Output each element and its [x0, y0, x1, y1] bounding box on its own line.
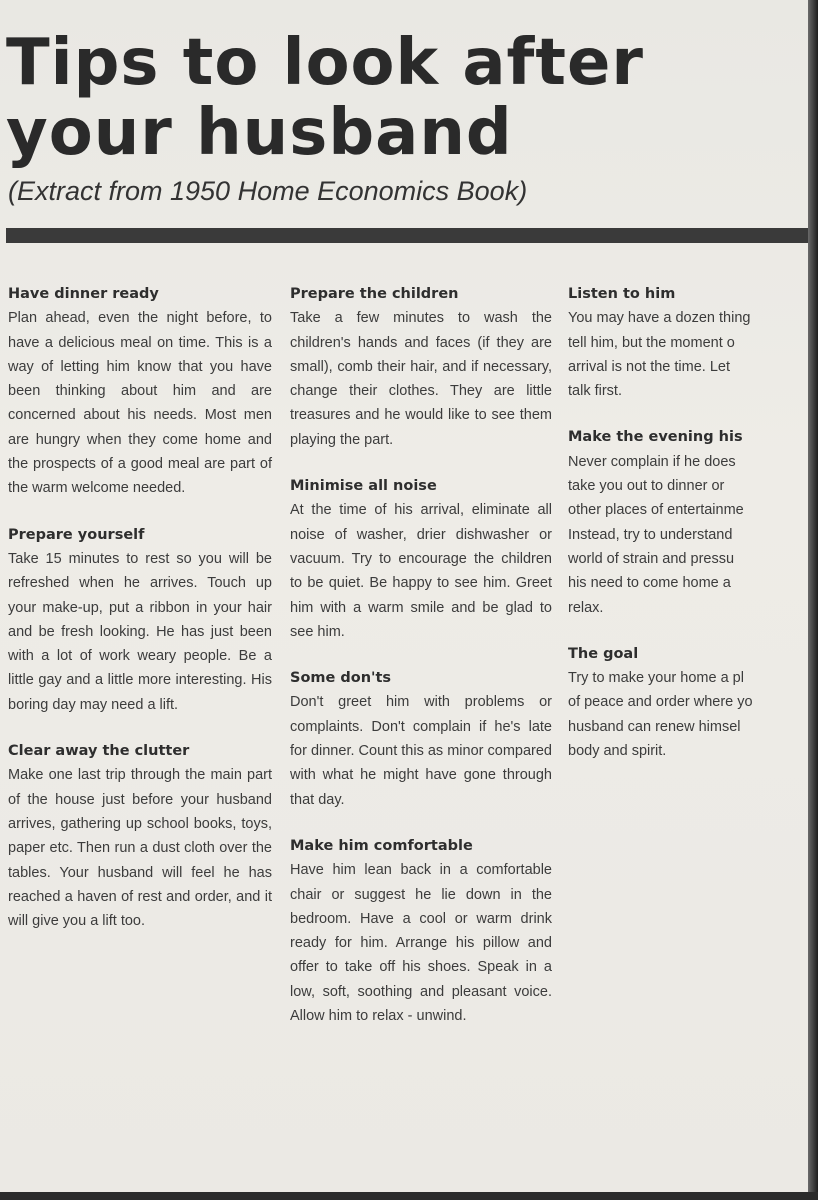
column-2: [290, 282, 552, 1050]
section-line: Try to make your home a pl: [568, 670, 744, 687]
section-line: of peace and order where yo: [568, 694, 753, 711]
section-heading: Clear away the clutter: [8, 743, 190, 760]
section-body: Make one last trip through the main part of the house just before your husband arrives, gathering up school books, toys, paper etc. Then run a dust cloth over the tables. Your husband will feel he has reached a haven of rest and order, and it will give you a lift too.: [8, 767, 272, 930]
divider-rule: [6, 228, 808, 243]
section-make-him-comfortable: [290, 834, 552, 1028]
section-some-donts: [290, 666, 552, 812]
section-body: Take 15 minutes to rest so you will be refreshed when he arrives. Touch up your make-up, put a ribbon in your hair and be fresh looking. He has just been with a lot of work weary people. Be a little gay and a little more interesting. His boring day may need a lift.: [8, 550, 272, 713]
section-line: arrival is not the time. Let: [568, 358, 730, 375]
page-bottom-shadow: [0, 1192, 818, 1200]
section-the-goal: [568, 642, 808, 763]
section-body: Don't greet him with problems or complaints. Don't complain if he's late for dinner. Count this as minor compared with what he might have gone through that day.: [290, 694, 552, 808]
section-line: take you out to dinner or: [568, 478, 725, 495]
section-line: body and spirit.: [568, 743, 667, 760]
section-heading: Have dinner ready: [8, 286, 159, 302]
section-heading: The goal: [568, 645, 639, 662]
section-line: other places of entertainme: [568, 502, 744, 519]
section-line: talk first.: [568, 383, 622, 400]
section-minimise-all-noise: [290, 474, 552, 644]
section-line: his need to come home a: [568, 575, 731, 592]
section-prepare-yourself: [8, 523, 272, 717]
section-heading: Listen to him: [568, 286, 676, 302]
section-line: husband can renew himsel: [568, 718, 741, 735]
section-heading: Some don'ts: [290, 670, 392, 687]
section-heading: Minimise all noise: [290, 478, 437, 495]
section-line: Instead, try to understand: [568, 526, 733, 543]
section-line: relax.: [568, 599, 604, 616]
section-line: tell him, but the moment o: [568, 334, 735, 351]
section-have-dinner-ready: [8, 282, 272, 501]
section-heading: Prepare yourself: [8, 526, 145, 543]
page-subtitle: (Extract from 1950 Home Economics Book): [8, 176, 528, 206]
section-make-the-evening-his: [568, 425, 808, 619]
section-heading: Make him comfortable: [290, 837, 473, 854]
section-line: You may have a dozen thing: [568, 310, 751, 327]
section-body: Have him lean back in a comfortable chair or suggest he lie down in the bedroom. Have a cool or warm drink ready for him. Arrange his pillow and offer to take off his shoes. Speak in a low, soft, soothing and pleasant voice. Allow him to relax - unwind.: [290, 862, 552, 1025]
section-heading: Prepare the children: [290, 286, 459, 302]
section-body: Plan ahead, even the night before, to have a delicious meal on time. This is a way of letting him know that you have been thinking about him and are concerned about his needs. Most men are hungry when they come home and the prospects of a good meal are part of the warm welcome needed.: [8, 310, 272, 497]
section-line: world of strain and pressu: [568, 550, 735, 567]
column-1: [8, 282, 272, 955]
section-body: At the time of his arrival, eliminate all noise of washer, drier dishwasher or vacuum. Try to encourage the children to be quiet. Be happy to see him. Greet him with a warm smile and be glad to see him.: [290, 502, 552, 640]
column-3: [568, 282, 808, 785]
page-edge-shadow: [808, 0, 818, 1200]
section-heading: Make the evening his: [568, 429, 743, 446]
section-body: Take a few minutes to wash the children's hands and faces (if they are small), comb their hair, and if necessary, change their clothes. They are little treasures and he would like to see them playing the part.: [290, 310, 552, 448]
page-title: Tips to look after your husband: [6, 26, 644, 170]
section-prepare-the-children: [290, 282, 552, 452]
section-clear-away-the-clutter: [8, 739, 272, 933]
section-listen-to-him: [568, 282, 808, 403]
section-line: Never complain if he does: [568, 453, 736, 470]
